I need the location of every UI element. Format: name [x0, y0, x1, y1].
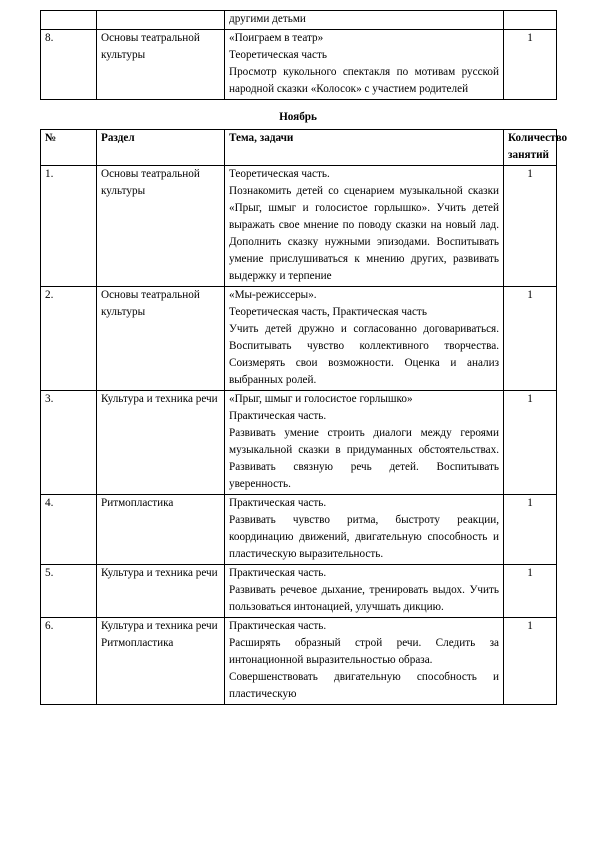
topic-line: Познакомить детей со сценарием музыкальной сказки «Прыг, шмыг и голосистое горлышко». Учить детей выражать свое мнение по поводу сказки на новый лад. Дополнить сказку нужными эпизодами. Воспитывать умение прислушиваться к мнению других, развивать выдержку и терпение	[229, 185, 499, 282]
topic-line: Развивать речевое дыхание, тренировать выдох. Учить пользоваться интонацией, улучшать дикцию.	[229, 584, 499, 613]
month-title: Ноябрь	[279, 111, 317, 123]
table-row	[41, 618, 557, 705]
row-number: 2.	[41, 287, 97, 391]
topic-line: Практическая часть.	[229, 497, 327, 509]
row-hours	[504, 11, 557, 30]
topic-line: Развивать умение строить диалоги между героями музыкальной сказки в придуманных обстоятельствах. Развивать связную речь детей. Воспитывать уверенность.	[229, 427, 499, 490]
november-plan-table	[40, 129, 568, 705]
topic-line: «Прыг, шмыг и голосистое горлышко»	[229, 393, 413, 405]
row-number	[41, 11, 97, 30]
topic-line: Теоретическая часть	[229, 49, 327, 61]
row-hours: 1	[504, 618, 557, 705]
row-number: 3.	[41, 391, 97, 495]
row-number: 5.	[41, 565, 97, 618]
row-hours: 1	[504, 30, 557, 100]
table-row	[41, 166, 557, 287]
row-section: Культура и техника речи	[97, 391, 225, 495]
row-section: Основы театральной культуры	[97, 166, 225, 287]
topic-line: другими детьми	[229, 13, 306, 25]
topic-line: Учить детей дружно и согласованно договариваться. Воспитывать чувство коллективного творчества. Соизмерять свои возможности. Оценка и анализ выбранных ролей.	[229, 323, 499, 386]
table-row	[41, 495, 557, 565]
row-section: Основы театральной культуры	[97, 287, 225, 391]
topic-line: Практическая часть.	[229, 567, 327, 579]
row-number: 4.	[41, 495, 97, 565]
table-row	[41, 11, 557, 30]
row-number: 8.	[41, 30, 97, 100]
header-number: №	[41, 130, 97, 166]
topic-line: Просмотр кукольного спектакля по мотивам русской народной сказки «Колосок» с участием родителей	[229, 66, 499, 95]
topic-line: Расширять образный строй речи. Следить за интонационной выразительностью образа.	[229, 637, 499, 666]
topic-line: Теоретическая часть.	[229, 168, 330, 180]
row-section: Основы театральной культуры	[97, 30, 225, 100]
row-topic	[225, 287, 504, 391]
row-section	[97, 11, 225, 30]
topic-line: «Поиграем в театр»	[229, 32, 324, 44]
row-number: 6.	[41, 618, 97, 705]
header-hours: Количество занятий	[504, 130, 557, 166]
row-section: Культура и техника речи Ритмопластика	[97, 618, 225, 705]
row-hours: 1	[504, 166, 557, 287]
topic-line: Практическая часть.	[229, 620, 327, 632]
row-hours: 1	[504, 287, 557, 391]
row-topic	[225, 30, 504, 100]
document-page	[40, 10, 568, 705]
table-row	[41, 30, 557, 100]
header-topic: Тема, задачи	[225, 130, 504, 166]
row-topic	[225, 565, 504, 618]
row-topic	[225, 618, 504, 705]
row-number: 1.	[41, 166, 97, 287]
table-row	[41, 287, 557, 391]
table-row	[41, 391, 557, 495]
topic-line: Теоретическая часть, Практическая часть	[229, 306, 427, 318]
topic-line: «Мы-режиссеры».	[229, 289, 317, 301]
row-topic	[225, 166, 504, 287]
topic-line: Развивать чувство ритма, быстроту реакции, координацию движений, двигательную способность и пластическую выразительность.	[229, 514, 499, 560]
row-topic	[225, 495, 504, 565]
previous-month-table	[40, 10, 557, 100]
row-topic	[225, 11, 504, 30]
header-section: Раздел	[97, 130, 225, 166]
row-section: Культура и техника речи	[97, 565, 225, 618]
table-header-row	[41, 130, 557, 166]
topic-line: Совершенствовать двигательную способность и пластическую	[229, 671, 499, 700]
row-hours: 1	[504, 495, 557, 565]
topic-line: Практическая часть.	[229, 410, 327, 422]
row-topic	[225, 391, 504, 495]
table-row	[41, 565, 557, 618]
row-hours: 1	[504, 565, 557, 618]
row-hours: 1	[504, 391, 557, 495]
row-section: Ритмопластика	[97, 495, 225, 565]
